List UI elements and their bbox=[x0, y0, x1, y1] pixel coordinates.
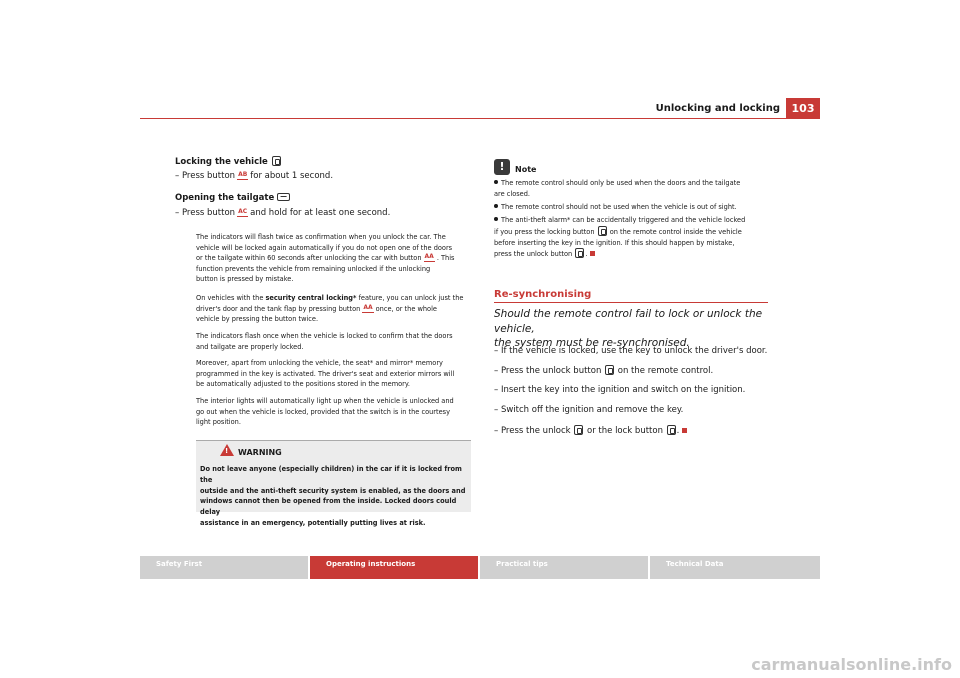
text-line: windows cannot then be opened from the inside. Locked doors could delay bbox=[200, 497, 457, 517]
text-line: Do not leave anyone (especially children) in the car if it is locked from the bbox=[200, 465, 462, 484]
warning-exclamation-icon: ! bbox=[225, 447, 229, 455]
text-line: The indicators flash once when the vehicle is locked to confirm that the doors bbox=[196, 332, 453, 340]
text-line: light position. bbox=[196, 418, 241, 427]
footer-tab-practical-tips[interactable]: Practical tips bbox=[480, 556, 648, 579]
text-line: The remote control should only be used when the doors and the tailgate bbox=[494, 178, 766, 189]
step-4: – Switch off the ignition and remove the key. bbox=[494, 405, 684, 415]
footer-tab-safety-first[interactable]: Safety First bbox=[140, 556, 308, 579]
button-badge: AC bbox=[238, 208, 248, 215]
paragraph-flash-once bbox=[196, 331, 472, 352]
text-line: before inserting the key in the ignition. If this should happen by mistake, bbox=[494, 238, 735, 247]
page-number: 103 bbox=[786, 98, 820, 119]
tailgate-heading: Opening the tailgate bbox=[175, 193, 290, 203]
footer-tab-operating-instructions[interactable]: Operating instructions bbox=[310, 556, 478, 579]
text-line: programmed in the key is activated. The driver's seat and exterior mirrors will bbox=[196, 369, 455, 378]
end-mark-icon bbox=[590, 251, 595, 256]
note-item-2 bbox=[494, 202, 766, 213]
tailgate-step: – Press button AC and hold for at least one second. bbox=[175, 208, 391, 218]
text-line: press the unlock button . bbox=[494, 248, 766, 260]
paragraph-memory bbox=[196, 358, 472, 390]
bullet-icon bbox=[494, 204, 498, 208]
lock-key-icon bbox=[598, 226, 607, 236]
step-5: – Press the unlock or the lock button . bbox=[494, 425, 687, 436]
button-badge: AB bbox=[238, 171, 248, 178]
header-rule bbox=[140, 118, 820, 119]
note-title: Note bbox=[515, 165, 537, 174]
text-line: The indicators will flash twice as confirmation when you unlock the car. The bbox=[196, 233, 446, 241]
paragraph-interior-lights bbox=[196, 396, 472, 428]
note-item-3 bbox=[494, 215, 766, 260]
text-line: Should the remote control fail to lock or unlock the vehicle, bbox=[494, 308, 763, 335]
section-title: Re-synchronising bbox=[494, 289, 592, 300]
text-line: The remote control should not be used when the vehicle is out of sight. bbox=[494, 202, 766, 213]
button-badge: AA bbox=[363, 303, 373, 311]
text-line: if you press the locking button on the remote control inside the vehicle bbox=[494, 227, 742, 236]
text-line: outside and the anti-theft security system is enabled, as the doors and bbox=[200, 486, 466, 495]
text-line: be automatically adjusted to the positions stored in the memory. bbox=[196, 380, 410, 389]
button-badge: AA bbox=[424, 253, 434, 261]
text-line: function prevents the vehicle from remaining unlocked if the unlocking bbox=[196, 264, 431, 273]
text-line: On vehicles with the security central locking* feature, you can unlock just the bbox=[196, 294, 464, 302]
section-intro bbox=[494, 307, 774, 351]
bullet-icon bbox=[494, 217, 498, 221]
section-rule bbox=[494, 302, 768, 303]
text-line: The anti-theft alarm* can be accidentally triggered and the vehicle locked bbox=[494, 215, 766, 226]
lock-key-icon bbox=[272, 156, 281, 166]
text-line: The interior lights will automatically light up when the vehicle is unlocked and bbox=[196, 397, 454, 405]
text-line: driver's door and the tank flap by pressing button AA once, or the whole bbox=[196, 303, 437, 313]
text-line: vehicle will be locked again automatically if you do not open one of the doors bbox=[196, 243, 453, 252]
locking-heading: Locking the vehicle bbox=[175, 156, 282, 167]
tailgate-icon bbox=[277, 193, 290, 201]
lock-key-icon bbox=[667, 425, 676, 435]
text-line: and tailgate are properly locked. bbox=[196, 342, 304, 351]
watermark: carmanualsonline.info bbox=[751, 655, 952, 674]
text-line: assistance in an emergency, potentially putting lives at risk. bbox=[200, 518, 426, 527]
text-line: or the tailgate within 60 seconds after unlocking the car with button AA . This bbox=[196, 253, 455, 263]
note-item-1 bbox=[494, 178, 766, 200]
unlock-key-icon bbox=[605, 365, 614, 375]
text-line: the system must be re-synchronised. bbox=[494, 337, 690, 349]
note-exclamation-icon: ! bbox=[499, 160, 505, 173]
footer-tab-technical-data[interactable]: Technical Data bbox=[650, 556, 820, 579]
text-line: button is pressed by mistake. bbox=[196, 275, 294, 284]
unlock-key-icon bbox=[575, 248, 584, 258]
paragraph-indicators bbox=[196, 232, 472, 285]
unlock-key-icon bbox=[574, 425, 583, 435]
locking-step: – Press button AB for about 1 second. bbox=[175, 171, 334, 181]
step-3: – Insert the key into the ignition and switch on the ignition. bbox=[494, 385, 746, 395]
step-1: – If the vehicle is locked, use the key to unlock the driver's door. bbox=[494, 346, 768, 356]
warning-title: WARNING bbox=[238, 448, 282, 457]
text-line: Moreover, apart from unlocking the vehicle, the seat* and mirror* memory bbox=[196, 359, 443, 367]
warning-text bbox=[200, 464, 468, 529]
step-2: – Press the unlock button on the remote control. bbox=[494, 366, 714, 376]
bullet-icon bbox=[494, 180, 498, 184]
text-line: are closed. bbox=[494, 189, 531, 198]
text-line: go out when the vehicle is locked, provided that the switch is in the courtesy bbox=[196, 407, 450, 416]
end-mark-icon bbox=[682, 428, 687, 433]
paragraph-security-locking bbox=[196, 293, 472, 325]
text-line: vehicle by pressing the button twice. bbox=[196, 315, 319, 324]
chapter-title: Unlocking and locking bbox=[655, 103, 780, 114]
